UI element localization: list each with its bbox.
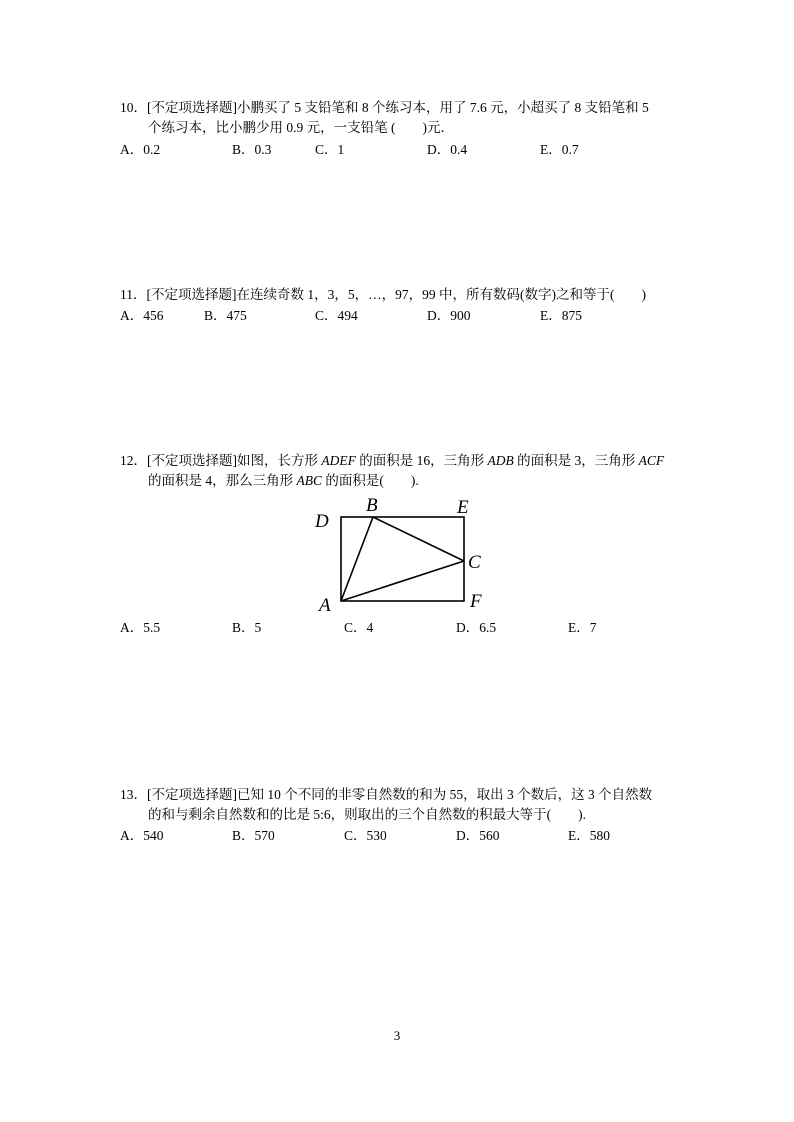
question-10-option-b[interactable]: B．0.3 <box>232 142 272 157</box>
question-13-option-a[interactable]: A．540 <box>120 828 164 843</box>
question-13-options <box>120 826 720 846</box>
question-13 <box>120 785 680 825</box>
question-13-option-e[interactable]: E．580 <box>568 828 610 843</box>
rectangle-adef <box>341 517 464 601</box>
question-12-text-part3: 的面积是 3，三角形 <box>513 453 639 468</box>
question-10-option-e[interactable]: E．0.7 <box>540 142 579 157</box>
triangle-name-acf: ACF <box>638 453 665 468</box>
geometry-figure <box>300 494 500 614</box>
question-11-options <box>120 306 720 326</box>
question-13-text-line1: 13．[不定项选择题]已知 10 个不同的非零自然数的和为 55，取出 3 个数后，这 3 个自然数 <box>120 787 653 802</box>
label-e: E <box>457 497 469 518</box>
question-12-option-e[interactable]: E．7 <box>568 620 597 635</box>
question-10-option-a[interactable]: A．0.2 <box>120 142 161 157</box>
question-12-options <box>120 618 720 638</box>
question-12-text-part5: 的面积是( ). <box>322 473 419 488</box>
rect-name-adef: ADEF <box>321 453 356 468</box>
question-12-text-part4: 的面积是 4，那么三角形 <box>148 473 297 488</box>
triangle-name-abc: ABC <box>296 473 322 488</box>
question-10 <box>120 98 680 138</box>
question-13-option-c[interactable]: C．530 <box>344 828 387 843</box>
question-12-option-d[interactable]: D．6.5 <box>456 620 497 635</box>
label-f: F <box>470 591 482 612</box>
segment-ab <box>341 517 373 601</box>
question-13-option-b[interactable]: B．570 <box>232 828 275 843</box>
segment-bc <box>373 517 464 561</box>
question-12-text-part2: 的面积是 16，三角形 <box>355 453 488 468</box>
question-11 <box>120 285 680 305</box>
question-13-option-d[interactable]: D．560 <box>456 828 500 843</box>
question-12-option-c[interactable]: C．4 <box>344 620 374 635</box>
question-12-text-part1: 12．[不定项选择题]如图，长方形 <box>120 453 322 468</box>
question-10-option-c[interactable]: C．1 <box>315 142 345 157</box>
question-12-option-b[interactable]: B．5 <box>232 620 262 635</box>
question-12-text-line1 <box>120 451 680 471</box>
label-d: D <box>315 511 329 532</box>
question-11-option-c[interactable]: C．494 <box>315 308 358 323</box>
question-12-option-a[interactable]: A．5.5 <box>120 620 161 635</box>
question-10-option-d[interactable]: D．0.4 <box>427 142 468 157</box>
question-12 <box>120 451 680 491</box>
question-11-option-b[interactable]: B．475 <box>204 308 247 323</box>
question-10-text-line2: 个练习本，比小鹏少用 0.9 元，一支铅笔 ( )元． <box>148 120 454 135</box>
question-12-text-line2 <box>120 471 680 491</box>
segment-ac <box>341 561 464 601</box>
question-11-option-d[interactable]: D．900 <box>427 308 471 323</box>
triangle-name-adb: ADB <box>487 453 514 468</box>
question-10-text-line1: 10．[不定项选择题]小鹏买了 5 支铅笔和 8 个练习本，用了 7.6 元，小超买了 8 支铅笔和 5 <box>120 100 649 115</box>
question-11-option-e[interactable]: E．875 <box>540 308 582 323</box>
question-11-text-line1: 11．[不定项选择题]在连续奇数 1，3，5，…，97，99 中，所有数码(数字)之和等于( ) <box>120 287 646 302</box>
question-11-option-a[interactable]: A．456 <box>120 308 164 323</box>
label-b: B <box>366 495 378 516</box>
question-10-options <box>120 140 720 160</box>
label-a: A <box>319 595 331 614</box>
page-number: 3 <box>393 1028 401 1043</box>
question-13-text-line2: 的和与剩余自然数和的比是 5:6，则取出的三个自然数的积最大等于( ). <box>148 807 586 822</box>
label-c: C <box>468 552 481 573</box>
